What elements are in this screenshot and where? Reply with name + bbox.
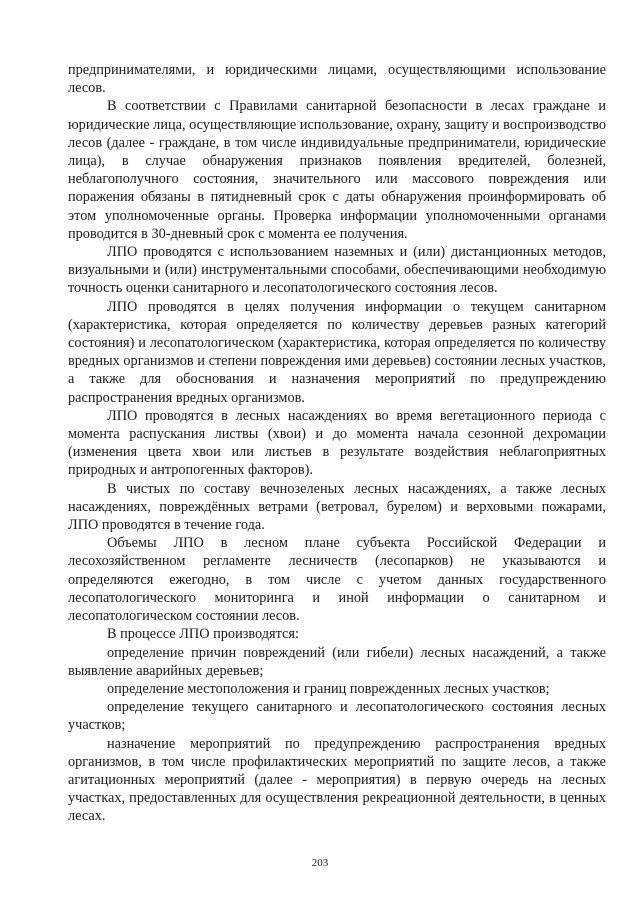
paragraph-lpo-season: ЛПО проводятся в лесных насаждениях во время вегетационного периода с момента распускания листвы (хвои) и до момента начала сезонной дехромации (изменения цвета хвои или листьев в результате воздействия неблагоприятных природных и антропогенных факторов).: [68, 407, 606, 479]
paragraph-evergreen-stands: В чистых по составу вечнозеленых лесных насаждениях, а также лесных насаждениях, повреждённых ветрами (ветровал, бурелом) и верховыми пожарами, ЛПО проводятся в течение года.: [68, 480, 606, 534]
list-item-current-state: определение текущего санитарного и лесопатологического состояния лесных участков;: [68, 699, 606, 734]
paragraph-continuation: предпринимателями, и юридическими лицами, осуществляющими использование лесов.: [68, 62, 606, 97]
list-item-location-boundaries: определение местоположения и границ поврежденных лесных участков;: [107, 680, 550, 697]
paragraph-sanitary-rules: В соответствии с Правилами санитарной безопасности в лесах граждане и юридические лица, осуществляющие использование, охрану, защиту и воспроизводство лесов (далее - граждане, в том числе индивидуальные предприниматели, юридические лица), в случае обнаружения признаков появления вредителей, болезней, неблагополучного состояния, значительного или массового повреждения или поражения обязаны в пятидневный срок с даты обнаружения проинформировать об этом уполномоченные органы. Проверка информации уполномоченными органами проводится в 30-дневный срок с момента ее получения.: [68, 98, 606, 242]
paragraph-lpo-purpose: ЛПО проводятся в целях получения информации о текущем санитарном (характеристика, которая определяется по количеству деревьев разных категорий состояния) и лесопатологическом (характеристика, которая определяется по количеству вредных организмов и степени повреждения ими деревьев) состоянии лесных участков, а также для обоснования и назначения мероприятий по предупреждению распространения вредных организмов.: [68, 298, 606, 406]
paragraph-lpo-volumes: Объемы ЛПО в лесном плане субъекта Российской Федерации и лесохозяйственном регламенте лесничеств (лесопарков) не указываются и определяются ежегодно, в том числе с учетом данных государственного лесопатологического мониторинга и иной информации о санитарном и лесопатологическом состоянии лесов.: [68, 535, 606, 625]
paragraph-lpo-methods: ЛПО проводятся с использованием наземных и (или) дистанционных методов, визуальными и (или) инструментальными способами, обеспечивающими необходимую точность оценки санитарного и лесопатологического состояния лесов.: [68, 244, 606, 297]
page-number: 203: [311, 857, 329, 869]
body-text: [68, 61, 606, 826]
paragraph-lpo-process-intro: В процессе ЛПО производятся:: [107, 626, 299, 643]
list-item-damage-causes: определение причин повреждений (или гибели) лесных насаждений, а также выявление аварийных деревьев;: [68, 644, 606, 679]
list-item-measures: назначение мероприятий по предупреждению распространения вредных организмов, в том числе профилактических мероприятий по защите лесов, а также агитационных мероприятий (далее - мероприятия) в первую очередь на лесных участках, предоставленных для осуществления рекреационной деятельности, в ценных лесах.: [68, 735, 606, 825]
